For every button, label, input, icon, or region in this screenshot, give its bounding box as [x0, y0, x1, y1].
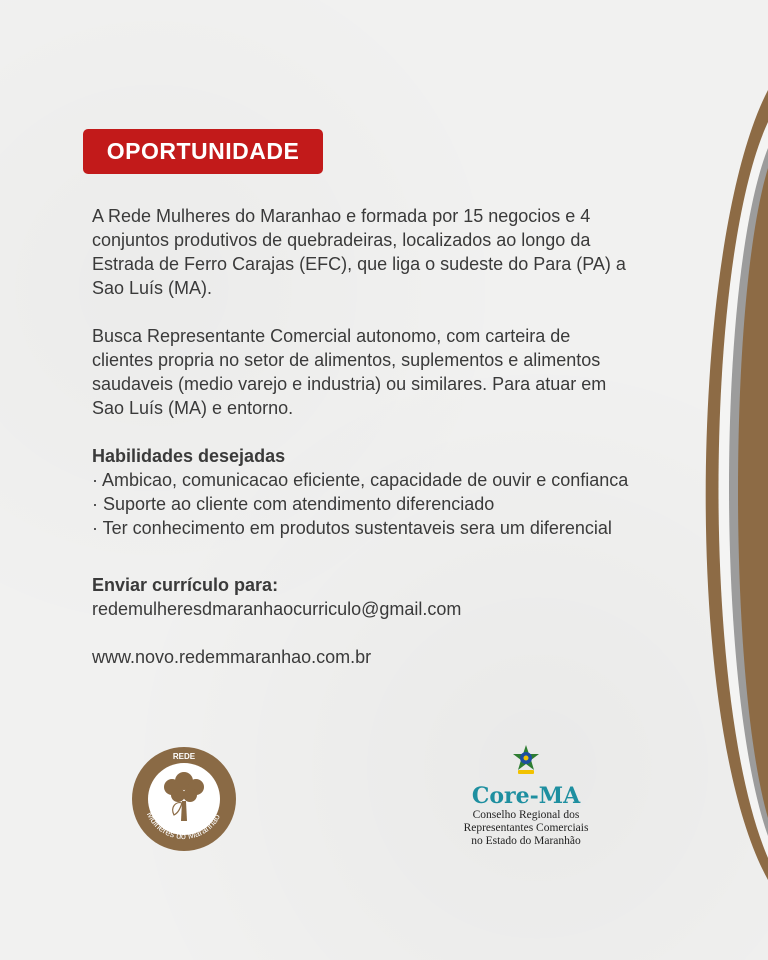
rede-mulheres-logo — [130, 745, 238, 853]
role-paragraph: Busca Representante Comercial autonomo, com carteira de clientes propria no setor de alimentos, suplementos e alimentos saudaveis (medio varejo e industria) ou similares. Para atuar em Sao Luís (MA) e entorno. — [92, 326, 607, 418]
skills-heading: Habilidades desejadas — [92, 446, 286, 466]
opportunity-badge — [83, 129, 323, 174]
laurel-left-icon: ❧ — [148, 793, 157, 804]
contact-heading: Enviar currículo para: — [92, 575, 279, 595]
core-ma-line: Conselho Regional dos — [472, 809, 580, 821]
brazil-coat-of-arms-icon — [511, 744, 541, 776]
skill-item: · Ter conhecimento em produtos sustentaveis sera um diferencial — [92, 518, 612, 538]
core-ma-title: Core-MA — [471, 783, 581, 809]
logo-ring-text: Mulheres do Maranhão — [144, 810, 222, 842]
logo-top-text: REDE — [172, 752, 196, 761]
core-ma-line: Representantes Comerciais — [463, 822, 589, 834]
skill-item: · Ambicao, comunicacao eficiente, capacidade de ouvir e confianca — [92, 470, 629, 490]
contact-email[interactable]: redemulheresdmaranhaocurriculo@gmail.com — [92, 599, 462, 619]
intro-paragraph: A Rede Mulheres do Maranhao e formada por 15 negocios e 4 conjuntos produtivos de quebradeiras, localizados ao longo da Estrada de Ferro Carajas (EFC), que liga o sudeste do Para (PA) a Sao Luís (MA). — [92, 206, 626, 298]
website-link[interactable]: www.novo.redemmaranhao.com.br — [92, 647, 372, 667]
skill-item: · Suporte ao cliente com atendimento diferenciado — [92, 494, 495, 514]
core-ma-line: no Estado do Maranhão — [471, 835, 581, 847]
core-ma-logo — [460, 744, 592, 848]
laurel-right-icon: ☙ — [210, 793, 219, 804]
badge-label: OPORTUNIDADE — [106, 138, 300, 164]
job-description — [92, 204, 632, 669]
